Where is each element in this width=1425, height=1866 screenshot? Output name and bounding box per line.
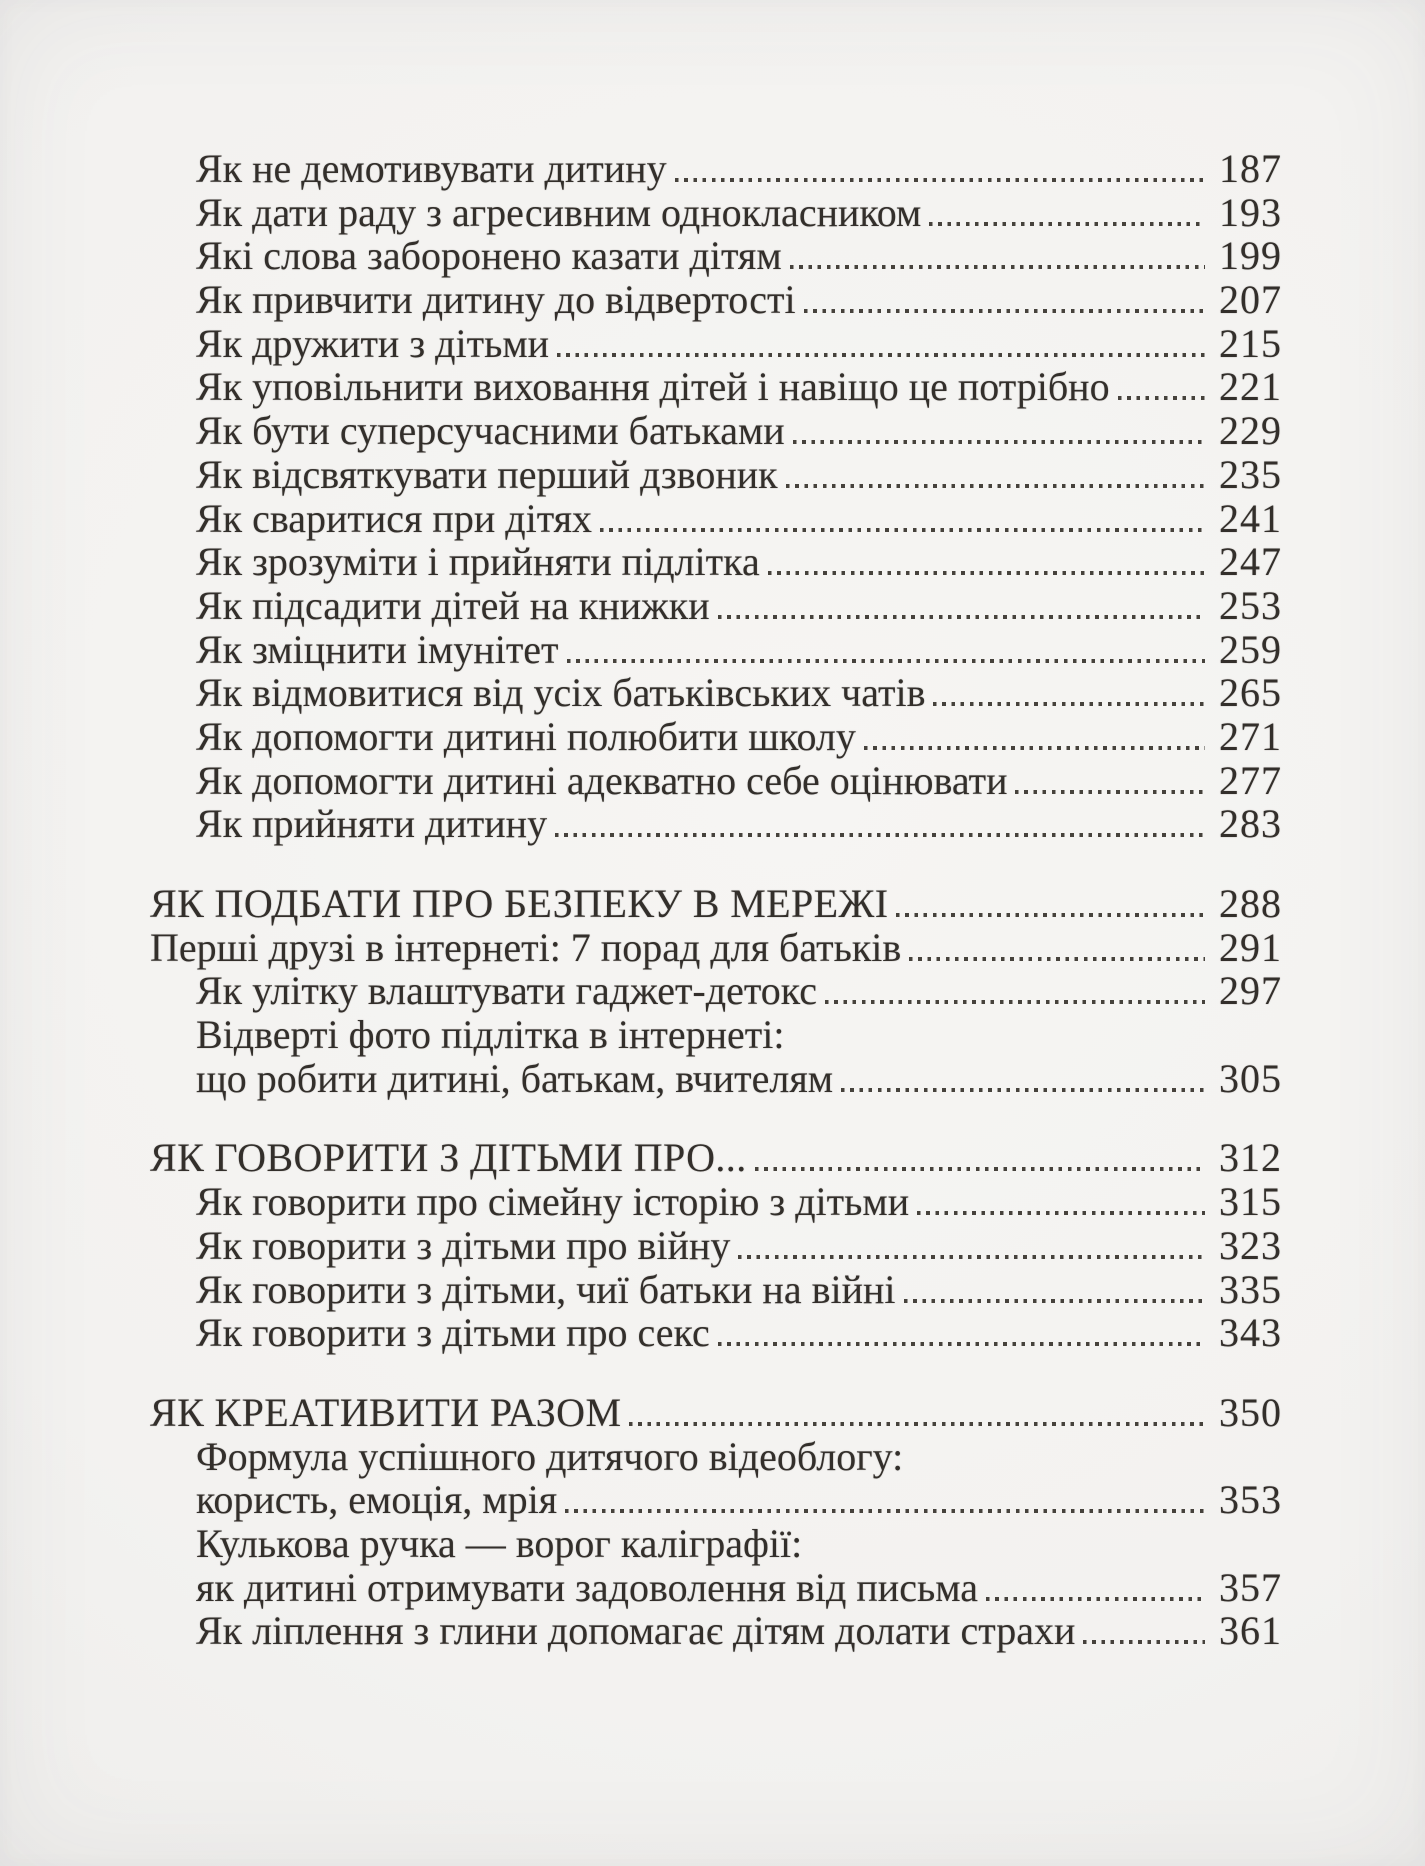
toc-entry-label: Як прийняти дитину xyxy=(196,801,548,847)
leader-dots xyxy=(864,746,1205,750)
toc-entry-label: Як бути суперсучасними батьками xyxy=(196,408,785,454)
leader-dots xyxy=(718,615,1205,619)
toc-page-number: 199 xyxy=(1219,233,1282,279)
toc-entry xyxy=(150,147,1282,191)
table-of-contents xyxy=(150,147,1282,1653)
toc-text-line xyxy=(150,1013,1282,1057)
toc-entry xyxy=(150,1268,1282,1312)
toc-entry xyxy=(150,234,1282,278)
toc-section-title: ЯК ГОВОРИТИ З ДІТЬМИ ПРО... xyxy=(150,1135,747,1181)
toc-entry xyxy=(150,1311,1282,1355)
toc-entry xyxy=(150,191,1282,235)
toc-page-number: 297 xyxy=(1219,968,1282,1014)
toc-page-number: 253 xyxy=(1219,582,1282,628)
leader-dots xyxy=(557,353,1205,357)
toc-entry xyxy=(150,759,1282,803)
leader-dots xyxy=(793,440,1205,444)
toc-entry xyxy=(150,497,1282,541)
toc-page-number: 207 xyxy=(1219,277,1282,323)
toc-entry-label: Перші друзі в інтернеті: 7 порад для батьків xyxy=(150,924,902,970)
leader-dots xyxy=(933,702,1205,706)
toc-entry xyxy=(150,1609,1282,1653)
toc-page-number: 247 xyxy=(1219,539,1282,585)
toc-entry-label: Як допомогти дитині полюбити школу xyxy=(196,713,856,759)
toc-page-number: 259 xyxy=(1219,626,1282,672)
toc-page-number: 305 xyxy=(1219,1055,1282,1101)
toc-text-line xyxy=(150,1435,1282,1479)
toc-page-number: 288 xyxy=(1219,881,1282,926)
leader-dots xyxy=(804,309,1205,313)
toc-entry-label: Як улітку влаштувати гаджет-детокс xyxy=(196,968,817,1014)
toc-entry xyxy=(150,802,1282,846)
toc-entry-label: Формула успішного дитячого відеоблогу: xyxy=(196,1433,904,1479)
toc-entry xyxy=(150,409,1282,453)
leader-dots xyxy=(909,957,1205,961)
toc-page-number: 241 xyxy=(1219,495,1282,541)
leader-dots xyxy=(629,1422,1205,1426)
toc-entry xyxy=(150,1224,1282,1268)
toc-entry xyxy=(150,453,1282,497)
toc-entry xyxy=(150,584,1282,628)
toc-entry xyxy=(150,715,1282,759)
leader-dots xyxy=(929,222,1205,226)
toc-page-number: 323 xyxy=(1219,1222,1282,1268)
toc-page-number: 291 xyxy=(1219,924,1282,970)
toc-page-number: 350 xyxy=(1219,1389,1282,1435)
toc-entry-label: Як відсвяткувати перший дзвоник xyxy=(196,451,778,497)
toc-section-header xyxy=(150,1391,1282,1435)
toc-entry-label: Як говорити з дітьми про війну xyxy=(196,1222,731,1268)
toc-entry-continuation xyxy=(150,1057,1282,1101)
toc-entry-continuation xyxy=(150,1478,1282,1522)
leader-dots xyxy=(986,1597,1205,1601)
toc-entry-label: Як ліплення з глини допомагає дітям долати страхи xyxy=(196,1608,1076,1654)
toc-entry-label: Як привчити дитину до відвертості xyxy=(196,277,796,323)
leader-dots xyxy=(896,913,1205,917)
toc-page-number: 315 xyxy=(1219,1179,1282,1225)
leader-dots xyxy=(565,1509,1205,1513)
toc-entry-label: Які слова заборонено казати дітям xyxy=(196,233,782,279)
leader-dots xyxy=(555,833,1205,837)
toc-page-number: 215 xyxy=(1219,320,1282,366)
leader-dots xyxy=(755,1167,1205,1171)
leader-dots xyxy=(825,1000,1205,1004)
toc-entry-label: Як допомогти дитині адекватно себе оцінювати xyxy=(196,757,1008,803)
toc-entry xyxy=(150,671,1282,715)
toc-entry-label: Як не демотивувати дитину xyxy=(196,146,667,191)
toc-entry-label: Як говорити з дітьми, чиї батьки на війні xyxy=(196,1266,896,1312)
toc-entry xyxy=(150,1180,1282,1224)
toc-section-header xyxy=(150,882,1282,926)
toc-entry xyxy=(150,365,1282,409)
toc-entry-label: Як дати раду з агресивним однокласником xyxy=(196,189,922,235)
leader-dots xyxy=(1118,396,1205,400)
toc-entry-label: Як сваритися при дітях xyxy=(196,495,593,541)
toc-page-number: 221 xyxy=(1219,364,1282,410)
toc-entry xyxy=(150,969,1282,1013)
leader-dots xyxy=(790,265,1205,269)
toc-page-number: 193 xyxy=(1219,189,1282,235)
toc-entry-label: як дитині отримувати задоволення від письма xyxy=(196,1564,978,1610)
leader-dots xyxy=(567,659,1205,663)
toc-page-number: 343 xyxy=(1219,1310,1282,1356)
leader-dots xyxy=(738,1255,1205,1259)
toc-section-title: ЯК ПОДБАТИ ПРО БЕЗПЕКУ В МЕРЕЖІ xyxy=(150,881,889,926)
toc-page-number: 312 xyxy=(1219,1135,1282,1181)
toc-page-number: 265 xyxy=(1219,670,1282,716)
toc-page-number: 353 xyxy=(1219,1477,1282,1523)
toc-entry-continuation xyxy=(150,1566,1282,1610)
toc-entry-label: Як говорити з дітьми про секс xyxy=(196,1310,710,1356)
toc-entry-label: Як підсадити дітей на книжки xyxy=(196,582,710,628)
leader-dots xyxy=(841,1088,1205,1092)
toc-entry-label: Як уповільнити виховання дітей і навіщо це потрібно xyxy=(196,364,1110,410)
leader-dots xyxy=(904,1299,1206,1303)
toc-section-title: ЯК КРЕАТИВИТИ РАЗОМ xyxy=(150,1389,622,1435)
toc-page-number: 229 xyxy=(1219,408,1282,454)
toc-entry-label: Як говорити про сімейну історію з дітьми xyxy=(196,1179,910,1225)
toc-page-number: 277 xyxy=(1219,757,1282,803)
leader-dots xyxy=(917,1211,1205,1215)
toc-entry-label: Як зміцнити імунітет xyxy=(196,626,559,672)
toc-entry xyxy=(150,278,1282,322)
leader-dots xyxy=(600,528,1205,532)
toc-page-number: 271 xyxy=(1219,713,1282,759)
toc-entry xyxy=(150,540,1282,584)
leader-dots xyxy=(1015,790,1205,794)
toc-entry-label: Як дружити з дітьми xyxy=(196,320,550,366)
toc-entry xyxy=(150,926,1282,970)
toc-entry-label: що робити дитині, батькам, вчителям xyxy=(196,1055,834,1101)
toc-page-number: 235 xyxy=(1219,451,1282,497)
toc-page-number: 283 xyxy=(1219,801,1282,847)
leader-dots xyxy=(786,484,1205,488)
toc-page-number: 361 xyxy=(1219,1608,1282,1654)
toc-entry-label: Як відмовитися від усіх батьківських чатів xyxy=(196,670,926,716)
toc-page-number: 335 xyxy=(1219,1266,1282,1312)
toc-entry-label: користь, емоція, мрія xyxy=(196,1477,558,1523)
leader-dots xyxy=(718,1342,1205,1346)
toc-entry xyxy=(150,628,1282,672)
toc-page-number: 357 xyxy=(1219,1564,1282,1610)
toc-entry-label: Як зрозуміти і прийняти підлітка xyxy=(196,539,760,585)
toc-page-number: 187 xyxy=(1219,146,1282,191)
leader-dots xyxy=(675,178,1205,182)
leader-dots xyxy=(768,571,1205,575)
toc-text-line xyxy=(150,1522,1282,1566)
toc-entry-label: Відверті фото підлітка в інтернеті: xyxy=(196,1012,785,1058)
toc-entry xyxy=(150,322,1282,366)
toc-section-header xyxy=(150,1136,1282,1180)
leader-dots xyxy=(1083,1640,1205,1644)
toc-entry-label: Кулькова ручка — ворог каліграфії: xyxy=(196,1520,803,1566)
